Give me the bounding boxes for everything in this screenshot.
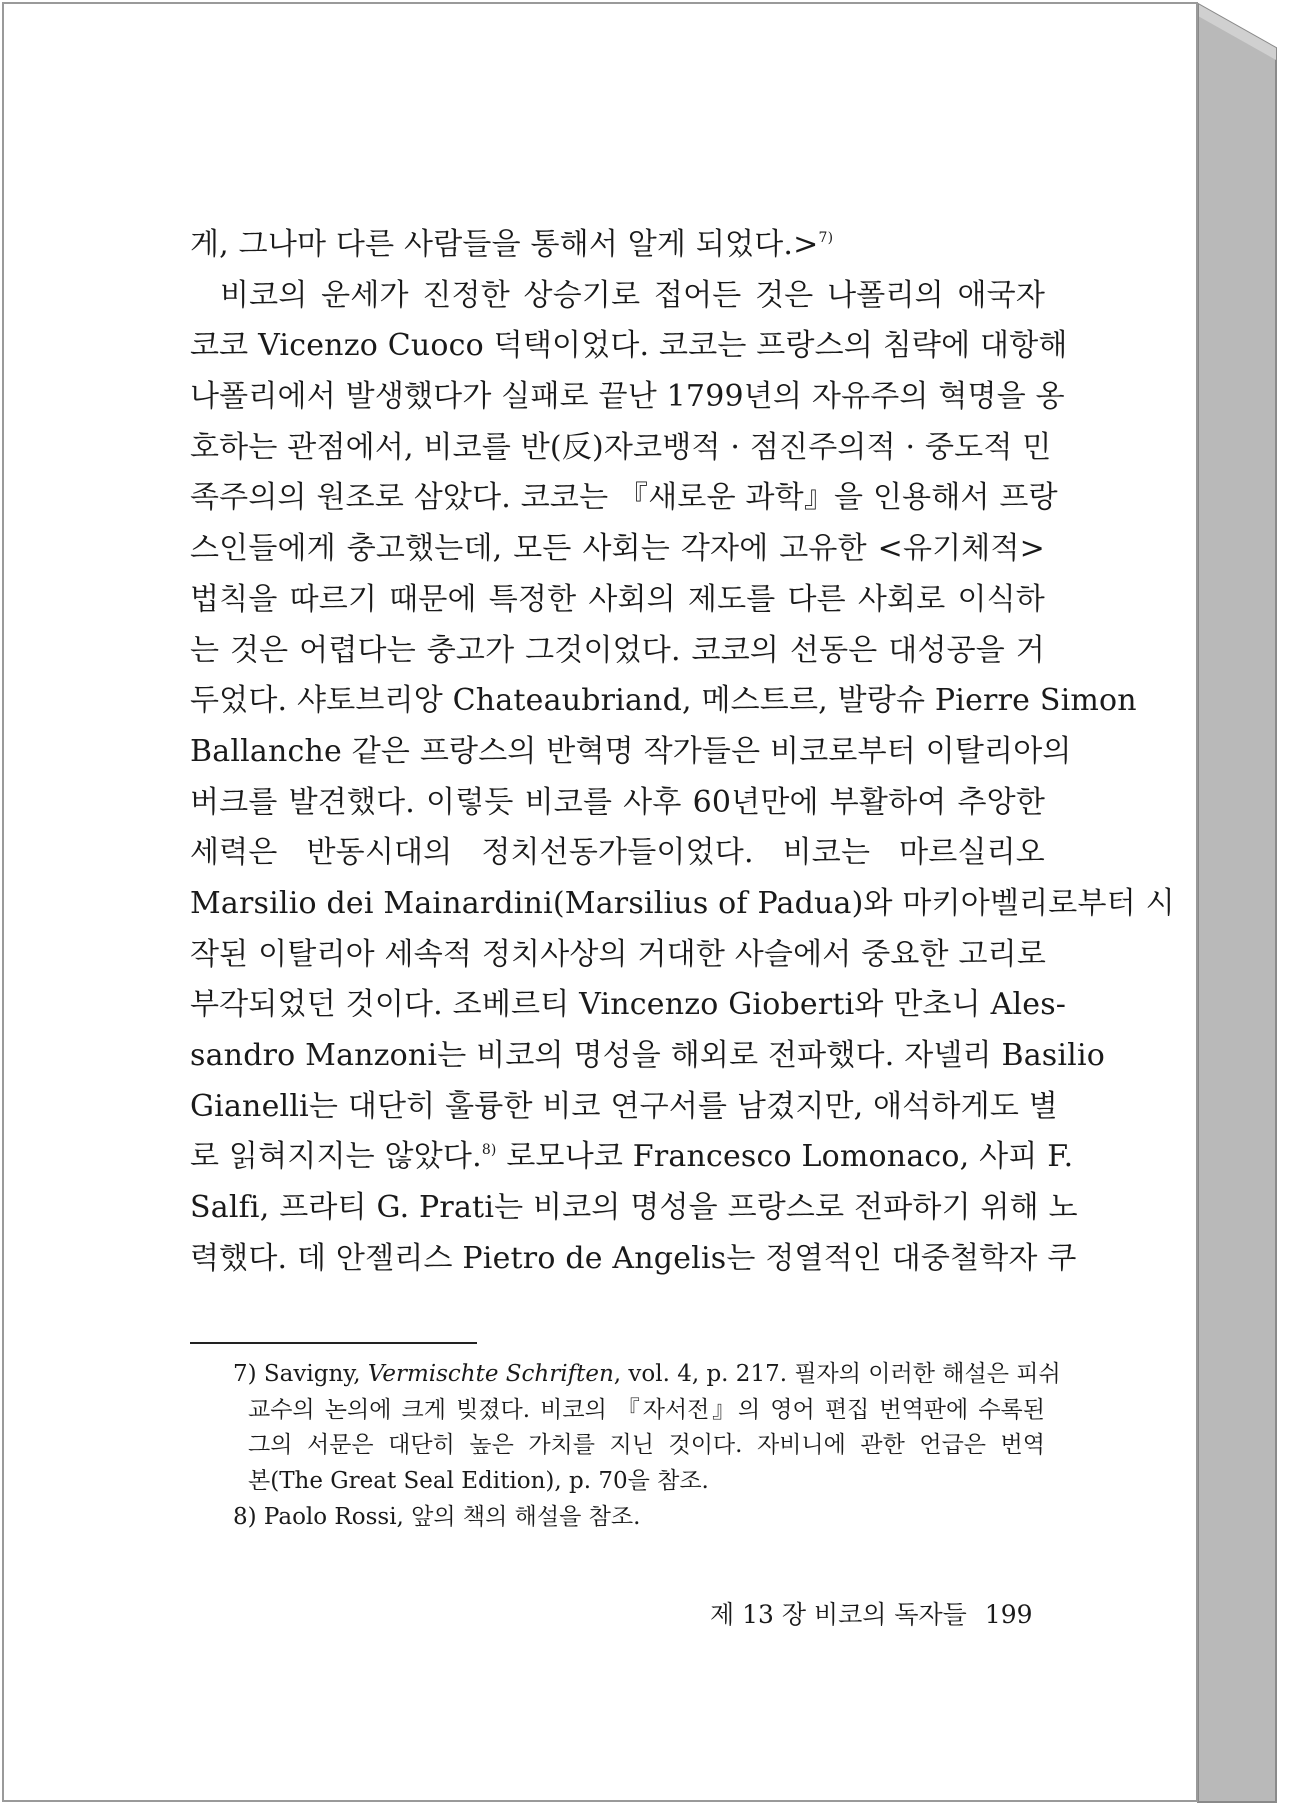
- body-line-text: Ballanche 같은 프랑스의 반혁명 작가들은 비코로부터 이탈리아의: [190, 733, 1072, 769]
- body-line-text: 스인들에게 충고했는데, 모든 사회는 각자에 고유한 <유기체적>: [190, 531, 1045, 567]
- footnote-text: 그의 서문은 대단히 높은 가치를 지닌 것이다. 자비니에 관한 언급은 번역: [248, 1432, 1045, 1459]
- body-line: [190, 778, 1045, 829]
- footnote-line: [233, 1357, 1061, 1393]
- body-line-text: 비코의 운세가 진정한 상승기로 접어든 것은 나폴리의 애국자: [220, 277, 1045, 313]
- body-line-text: 족주의의 원조로 삼았다. 코코는 『새로운 과학』을 인용해서 프랑: [190, 480, 1058, 516]
- footnote-text: 7) Savigny,: [233, 1361, 368, 1387]
- footnote-line: [233, 1500, 1045, 1536]
- body-line-text: 로 읽혀지지는 않았다.: [190, 1139, 482, 1175]
- footnote-title-italic: Vermischte Schriften: [367, 1361, 614, 1387]
- footnote-marker: 7): [818, 230, 834, 246]
- body-line-text: 력했다. 데 안젤리스 Pietro de Angelis는 정열적인 대중철학자 쿠: [190, 1240, 1077, 1276]
- footnote-text: 교수의 논의에 크게 빚졌다. 비코의 『자서전』의 영어 편집 번역판에 수록된: [248, 1396, 1045, 1423]
- footnote-text: 본(The Great Seal Edition), p. 70을 참조.: [248, 1468, 709, 1495]
- running-footer: [710, 1595, 1033, 1635]
- body-line-text: 나폴리에서 발생했다가 실패로 끝난 1799년의 자유주의 혁명을 옹: [190, 379, 1065, 415]
- body-line: [190, 980, 1067, 1031]
- body-line-text: Marsilio dei Mainardini(Marsilius of Padua)와 마키아벨리로부터 시: [190, 885, 1175, 921]
- body-line-text: 코코 Vicenzo Cuoco 덕택이었다. 코코는 프랑스의 침략에 대항해: [190, 328, 1068, 364]
- footnote-line: [233, 1464, 1045, 1500]
- footnotes: [233, 1357, 1061, 1535]
- body-line-text: Salfi, 프라티 G. Prati는 비코의 명성을 프랑스로 전파하기 위해 노: [190, 1190, 1078, 1226]
- footnote-line: [233, 1428, 1045, 1464]
- body-line-text: 버크를 발견했다. 이렇듯 비코를 사후 60년만에 부활하여 추앙한: [190, 784, 1045, 820]
- footnote-line: [233, 1393, 1045, 1429]
- body-line-text: Gianelli는 대단히 훌륭한 비코 연구서를 남겼지만, 애석하게도 별: [190, 1088, 1058, 1124]
- body-line: [190, 1031, 1106, 1082]
- body-line: [190, 372, 1065, 423]
- body-line: [190, 626, 1045, 677]
- footnote-separator: [190, 1342, 477, 1344]
- body-line: [190, 220, 1045, 271]
- body-line: [190, 1234, 1077, 1285]
- body-line-text: 법칙을 따르기 때문에 특정한 사회의 제도를 다른 사회로 이식하: [190, 581, 1045, 617]
- body-line-text: sandro Manzoni는 비코의 명성을 해외로 전파했다. 자넬리 Basilio: [190, 1038, 1106, 1073]
- footnote-text: 8) Paolo Rossi, 앞의 책의 해설을 참조.: [233, 1503, 641, 1530]
- body-line-text: 로모나코 Francesco Lomonaco, 사피 F.: [496, 1139, 1074, 1175]
- body-line: [190, 1082, 1058, 1133]
- body-line: [190, 575, 1045, 626]
- body-line: [190, 727, 1072, 778]
- body-line-text: 는 것은 어렵다는 충고가 그것이었다. 코코의 선동은 대성공을 거: [190, 632, 1045, 668]
- chapter-title: 제 13 장 비코의 독자들: [710, 1600, 967, 1629]
- body-line-text: 부각되었던 것이다. 조베르티 Vincenzo Gioberti와 만초니 Ales-: [190, 987, 1067, 1023]
- body-line: [190, 423, 1052, 474]
- body-line: [190, 321, 1068, 372]
- body-line: [190, 271, 1045, 322]
- footnote-marker: 8): [481, 1142, 497, 1159]
- body-text: [190, 220, 1175, 1284]
- body-line: [190, 524, 1045, 575]
- body-line: [190, 676, 1137, 727]
- body-line: [190, 828, 1045, 879]
- body-line: [190, 879, 1175, 930]
- footnote-text: , vol. 4, p. 217. 필자의 이러한 해설은 피쉬: [613, 1361, 1061, 1387]
- body-line: [190, 1183, 1078, 1234]
- body-line-text: 호하는 관점에서, 비코를 반(反)자코뱅적 · 점진주의적 · 중도적 민: [190, 429, 1052, 465]
- body-line-text: 작된 이탈리아 세속적 정치사상의 거대한 사슬에서 중요한 고리로: [190, 936, 1047, 972]
- body-line: [190, 930, 1045, 981]
- page-number: 199: [984, 1600, 1033, 1629]
- body-line: [190, 473, 1058, 524]
- body-line-text: 게, 그나마 다른 사람들을 통해서 알게 되었다.>: [190, 227, 819, 262]
- body-line-text: 두었다. 샤토브리앙 Chateaubriand, 메스트르, 발랑슈 Pierre Simon: [190, 683, 1137, 719]
- body-line-text: 세력은 반동시대의 정치선동가들이었다. 비코는 마르실리오: [190, 835, 1045, 871]
- body-line: [190, 1132, 1074, 1183]
